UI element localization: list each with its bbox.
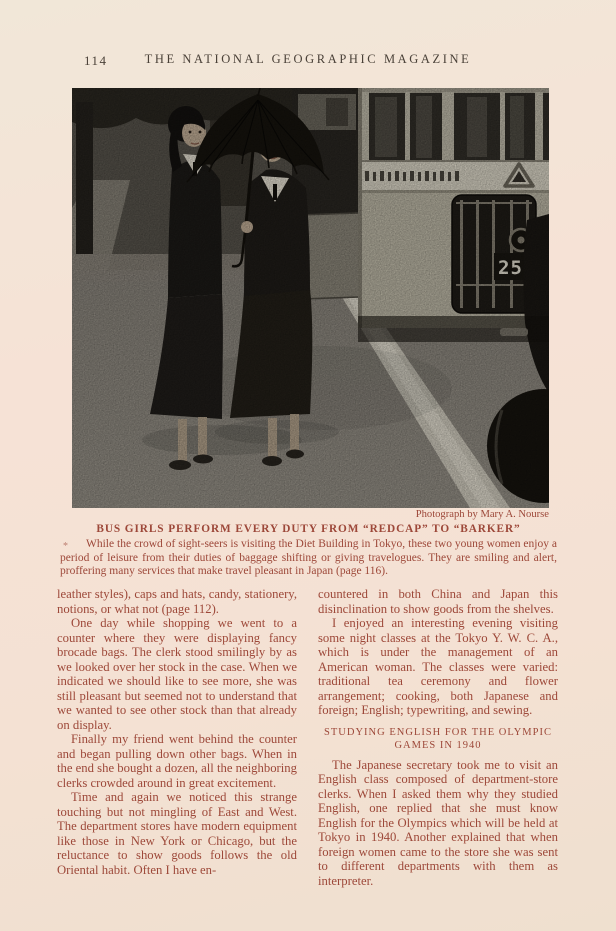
body-column-right	[318, 587, 558, 888]
page-header	[57, 52, 559, 70]
subheading-line: GAMES IN 1940	[394, 739, 482, 751]
paragraph: leather styles), caps and hats, candy, stationery, notions, or what not (page 112).	[57, 587, 297, 616]
magazine-title: THE NATIONAL GEOGRAPHIC MAGAZINE	[144, 52, 472, 66]
paragraph: I enjoyed an interesting evening visiting some night classes at the Tokyo Y. W. C. A., which is under the management of an American woman. The classes were varied: traditional tea ceremony and flower arrangement; cooking, both Japanese and foreign; English; typewriting, and sewing.	[318, 616, 558, 717]
photo-illustration	[72, 88, 549, 508]
paragraph: countered in both China and Japan this disinclination to show goods from the shelves.	[318, 587, 558, 616]
section-subheading	[318, 726, 558, 752]
paragraph: Finally my friend went behind the counter and began pulling down other bags. When in the end she bought a dozen, all the neighboring clerks crowded around in great excitement.	[57, 732, 297, 790]
caption-text: While the crowd of sight-seers is visiting the Diet Building in Tokyo, these two young women enjoy a period of leisure from their duties of baggage shifting or giving travelogues. They are smiling and alert, proffering many services that make travel pleasant in Japan (page 116).	[60, 538, 557, 578]
photograph	[72, 88, 549, 508]
caption-title: BUS GIRLS PERFORM EVERY DUTY FROM “REDCAP” TO “BARKER”	[96, 523, 521, 535]
film-grain	[72, 88, 549, 508]
paragraph: The Japanese secretary took me to visit an English class composed of department-store clerks. When I asked them why they studied English, one replied that she must know English for the Olympics which will be held at Tokyo in 1940. Another explained that when foreign women came to the store she was sent to different departments with them as interpreter.	[318, 757, 558, 888]
caption-note-mark: *	[63, 541, 68, 552]
subheading-line: STUDYING ENGLISH FOR THE OLYMPIC	[324, 726, 552, 738]
photo-credit: Photograph by Mary A. Nourse	[415, 509, 549, 520]
paragraph: Time and again we noticed this strange touching but not mingling of East and West. The department stores have modern equipment like those in New York or Chicago, but the reluctance to show goods follows the old Oriental habit. Often I have en-	[57, 790, 297, 877]
page-number: 114	[84, 53, 108, 68]
paragraph: One day while shopping we went to a counter where they were displaying fancy brocade bags. The clerk stood smilingly by as we looked over her stock in the case. When we indicated we should like to see more, she was still pleasant but seemed not to understand that we wanted to see other stock than that already on display.	[57, 616, 297, 732]
body-column-left	[57, 587, 297, 877]
